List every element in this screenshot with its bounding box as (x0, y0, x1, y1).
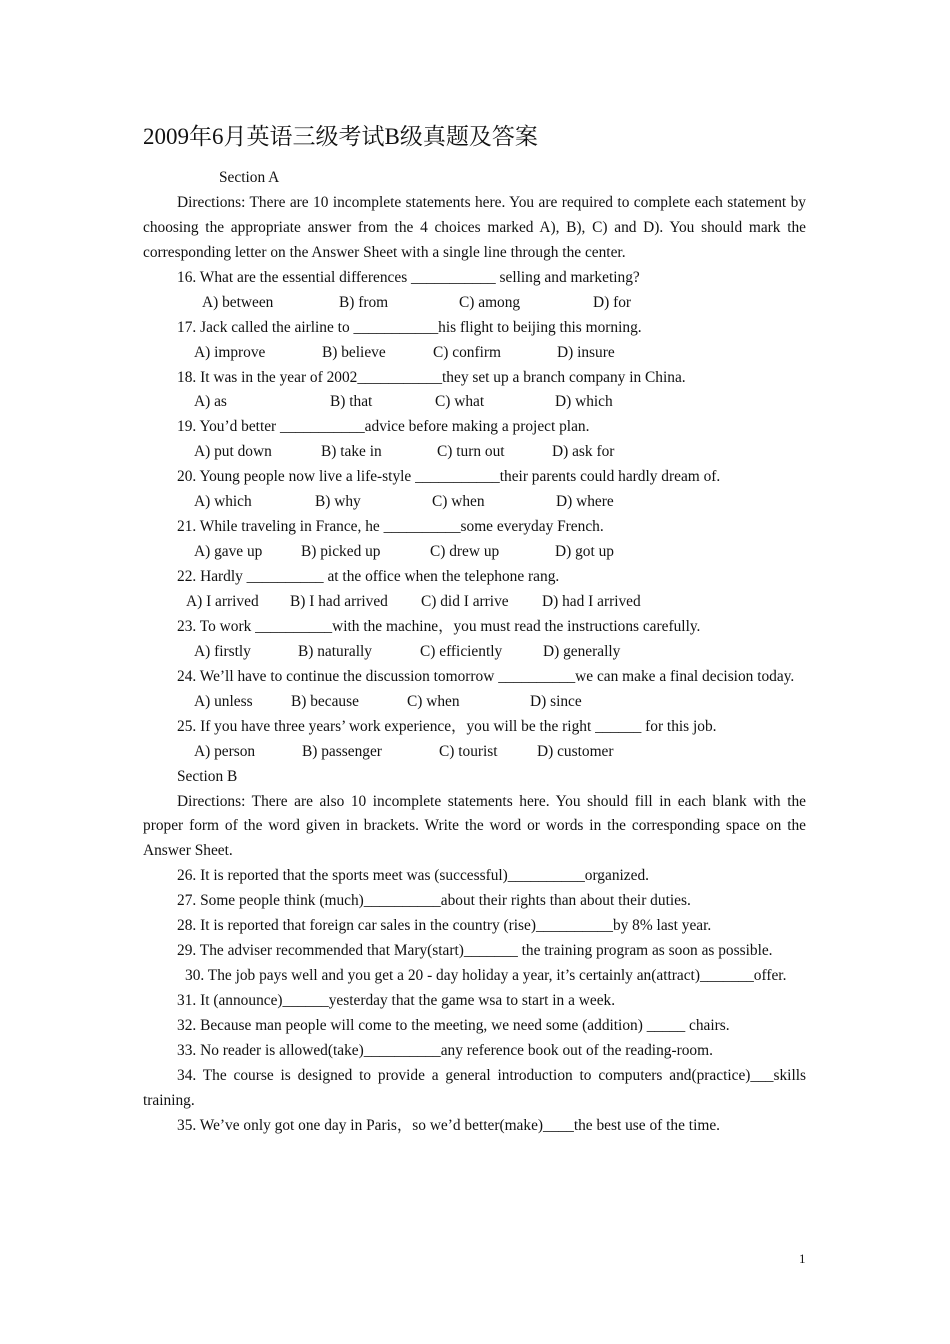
option-b: B) take in (321, 443, 382, 461)
question-stem: 17. Jack called the airline to ___________his flight to beijing this morning. (177, 318, 642, 336)
question-options (143, 690, 806, 715)
fill-item-35: 35. We’ve only got one day in Paris，so we’d better(make)____the best use of the time. (177, 1116, 720, 1134)
question-options (143, 490, 806, 515)
fill-item-32: 32. Because man people will come to the meeting, we need some (addition) _____ chairs. (177, 1017, 730, 1035)
option-c: C) did I arrive (421, 592, 509, 610)
option-d: D) customer (537, 742, 614, 760)
question-25 (143, 715, 806, 765)
option-c: C) tourist (439, 742, 498, 760)
option-b: B) believe (322, 343, 386, 361)
question-options (143, 341, 806, 366)
question-options (143, 440, 806, 465)
option-c: C) what (435, 393, 485, 411)
section-a-directions: Directions: There are 10 incomplete statements here. You are required to complete each statement by choosing the appropriate answer from the 4 choices marked A), B), C) and D). You should mark the corresponding letter on the Answer Sheet with a single line through the center. (143, 193, 806, 261)
page-title: 2009年6月英语三级考试B级真题及答案 (143, 124, 538, 149)
fill-item-30: 30. The job pays well and you get a 20 - day holiday a year, it’s certainly an(attract)_______offer. (185, 967, 787, 985)
option-c: C) when (407, 692, 460, 710)
option-d: D) generally (543, 642, 621, 660)
option-a: A) improve (194, 343, 266, 361)
option-b: B) why (315, 493, 361, 511)
option-c: C) when (432, 493, 485, 511)
option-c: C) turn out (437, 443, 505, 461)
option-b: B) that (330, 393, 373, 411)
question-stem: 23. To work __________with the machine，you must read the instructions carefully. (177, 617, 701, 635)
fill-item-28: 28. It is reported that foreign car sales in the country (rise)__________by 8% last year. (177, 917, 712, 935)
question-stem: 22. Hardly __________ at the office when the telephone rang. (177, 568, 560, 586)
option-b: B) from (339, 293, 389, 311)
option-a: A) gave up (194, 543, 263, 561)
option-b: B) picked up (301, 543, 381, 561)
question-stem: 20. Young people now live a life-style ___________their parents could hardly dream of. (177, 468, 721, 486)
section-b-heading: Section B (177, 767, 238, 785)
option-c: C) drew up (430, 543, 500, 561)
option-a: A) firstly (194, 642, 251, 660)
question-19 (143, 415, 806, 465)
question-20 (143, 465, 806, 515)
question-options (143, 540, 806, 565)
section-a-heading: Section A (219, 169, 280, 186)
option-d: D) ask for (552, 443, 615, 461)
question-stem: 21. While traveling in France, he __________some everyday French. (177, 518, 604, 536)
question-stem: 18. It was in the year of 2002___________they set up a branch company in China. (177, 368, 686, 386)
option-a: A) as (194, 393, 227, 411)
question-17 (143, 316, 806, 366)
fill-item-27: 27. Some people think (much)__________about their rights than about their duties. (177, 892, 691, 910)
question-16 (143, 266, 806, 316)
question-options (143, 590, 806, 615)
question-23 (143, 615, 806, 665)
fill-item-29: 29. The adviser recommended that Mary(start)_______ the training program as soon as possible. (177, 942, 773, 960)
option-d: D) insure (557, 343, 615, 361)
fill-item-34: 34. The course is designed to provide a general introduction to computers and(practice)___skills training. (143, 1066, 806, 1109)
question-options (143, 640, 806, 665)
question-options (143, 390, 806, 415)
option-b: B) naturally (298, 642, 372, 660)
option-c: C) confirm (433, 343, 501, 361)
question-22 (143, 565, 806, 615)
option-b: B) I had arrived (290, 592, 388, 610)
question-options (143, 740, 806, 765)
option-a: A) between (202, 293, 274, 311)
question-stem: 24. We’ll have to continue the discussion tomorrow __________we can make a final decision today. (177, 667, 795, 685)
question-24 (143, 665, 806, 715)
option-a: A) which (194, 493, 252, 511)
option-b: B) because (291, 692, 359, 710)
option-d: D) where (556, 493, 614, 511)
page-number: 1 (799, 1251, 806, 1266)
option-a: A) I arrived (186, 592, 259, 610)
question-18 (143, 366, 806, 416)
option-d: D) had I arrived (542, 592, 641, 610)
option-d: D) since (530, 692, 582, 710)
question-21 (143, 515, 806, 565)
question-options (143, 291, 806, 316)
section-b-directions: Directions: There are also 10 incomplete statements here. You should fill in each blank with the proper form of the word given in brackets. Write the word or words in the corresponding space on the Answer Sheet. (143, 792, 806, 860)
option-b: B) passenger (302, 742, 382, 760)
option-a: A) person (194, 742, 256, 760)
option-d: D) for (593, 293, 632, 311)
option-c: C) among (459, 293, 521, 311)
fill-item-26: 26. It is reported that the sports meet was (successful)__________organized. (177, 867, 650, 885)
question-stem: 16. What are the essential differences ___________ selling and marketing? (177, 268, 640, 286)
option-d: D) got up (555, 543, 614, 561)
question-stem: 25. If you have three years’ work experience，you will be the right ______ for this job. (177, 717, 717, 735)
option-c: C) efficiently (420, 642, 503, 660)
option-a: A) put down (194, 443, 272, 461)
option-a: A) unless (194, 692, 253, 710)
fill-item-31: 31. It (announce)______yesterday that the game wsa to start in a week. (177, 992, 616, 1010)
question-stem: 19. You’d better ___________advice before making a project plan. (177, 418, 590, 436)
exam-body (143, 166, 806, 1139)
fill-item-33: 33. No reader is allowed(take)__________any reference book out of the reading-room. (177, 1041, 713, 1059)
option-d: D) which (555, 393, 613, 411)
